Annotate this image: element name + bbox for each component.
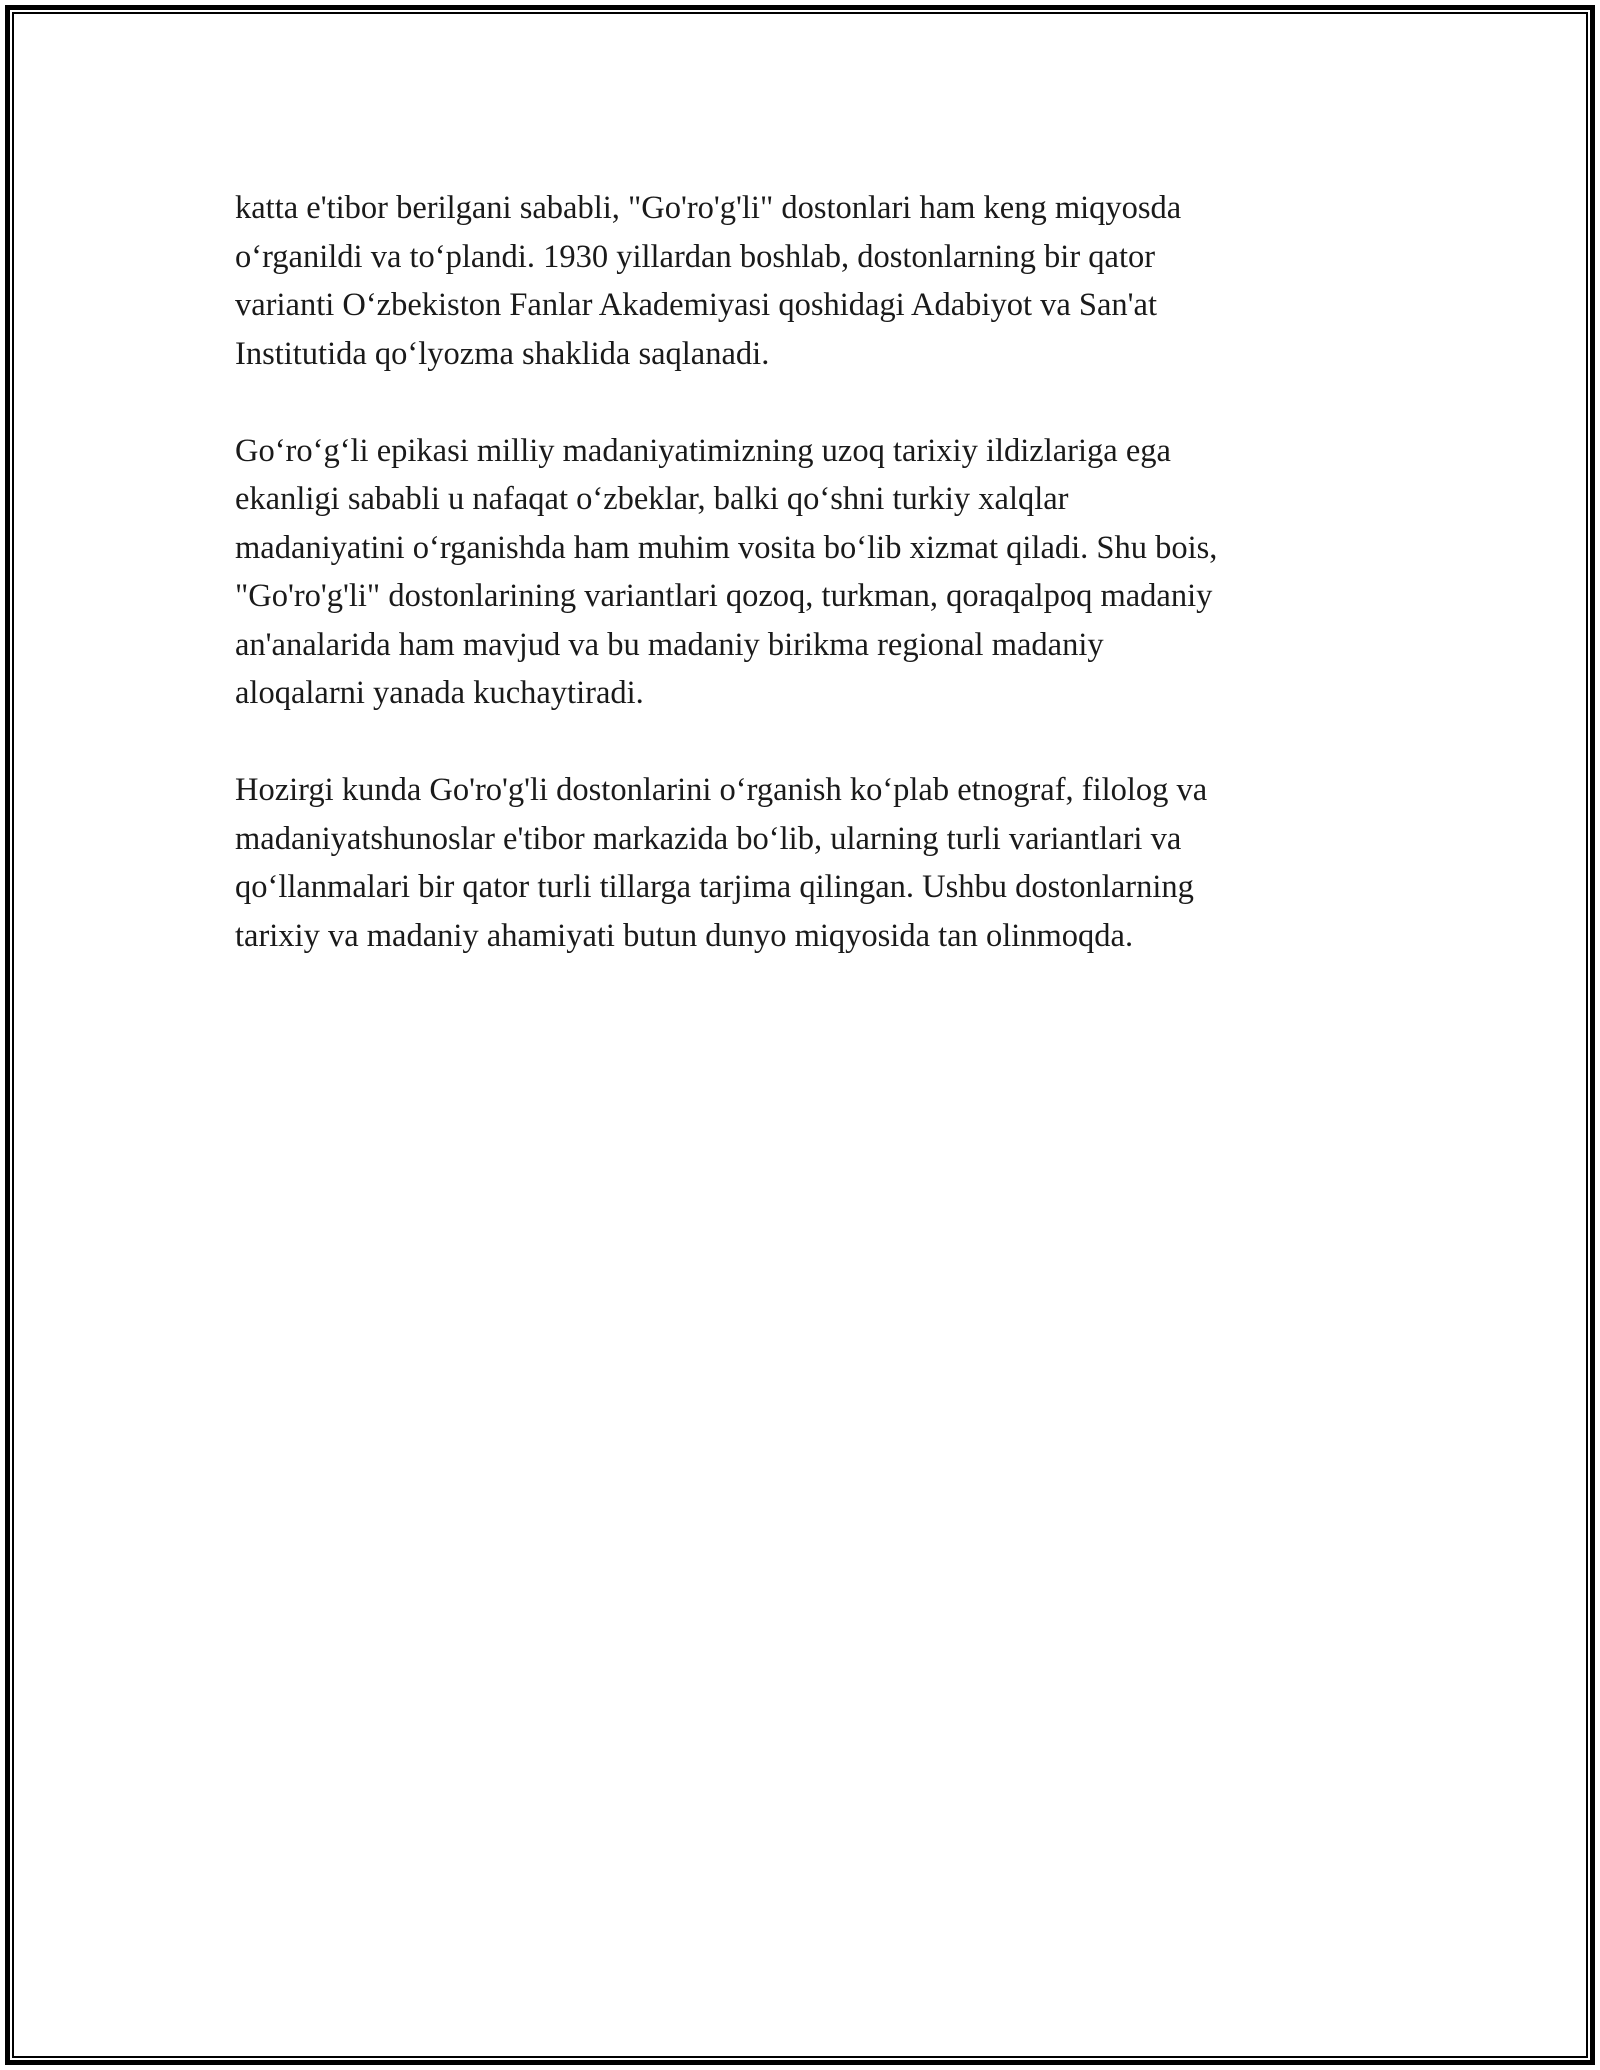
paragraph-2: Go‘ro‘g‘li epikasi milliy madaniyatimizning uzoq tarixiy ildizlariga ega ekanligi sababli u nafaqat o‘zbeklar, balki qo‘shni turkiy xalqlar madaniyatini o‘rganishda ham muhim vosita bo‘lib xizmat qiladi. Shu bois, "Go'ro'g'li" dostonlarining variantlari qozoq, turkman, qoraqalpoq madaniy an'analarida ham mavjud va bu madaniy birikma regional madaniy aloqalarni yanada kuchaytiradi. [235,432,1218,711]
paragraph-1: katta e'tibor berilgani sababli, "Go'ro'g'li" dostonlari ham keng miqyosda o‘rganildi va to‘plandi. 1930 yillardan boshlab, dostonlarning bir qator varianti O‘zbekiston Fanlar Akademiyasi qoshidagi Adabiyot va San'at Institutida qo‘lyozma shaklida saqlanadi. [235,190,1182,372]
document-body [235,184,1365,1009]
paragraph-3: Hozirgi kunda Go'ro'g'li dostonlarini o‘rganish ko‘plab etnograf, filolog va madaniyatshunoslar e'tibor markazida bo‘lib, ularning turli variantlari va qo‘llanmalari bir qator turli tillarga tarjima qilingan. Ushbu dostonlarning tarixiy va madaniy ahamiyati butun dunyo miqyosida tan olinmoqda. [235,772,1208,954]
